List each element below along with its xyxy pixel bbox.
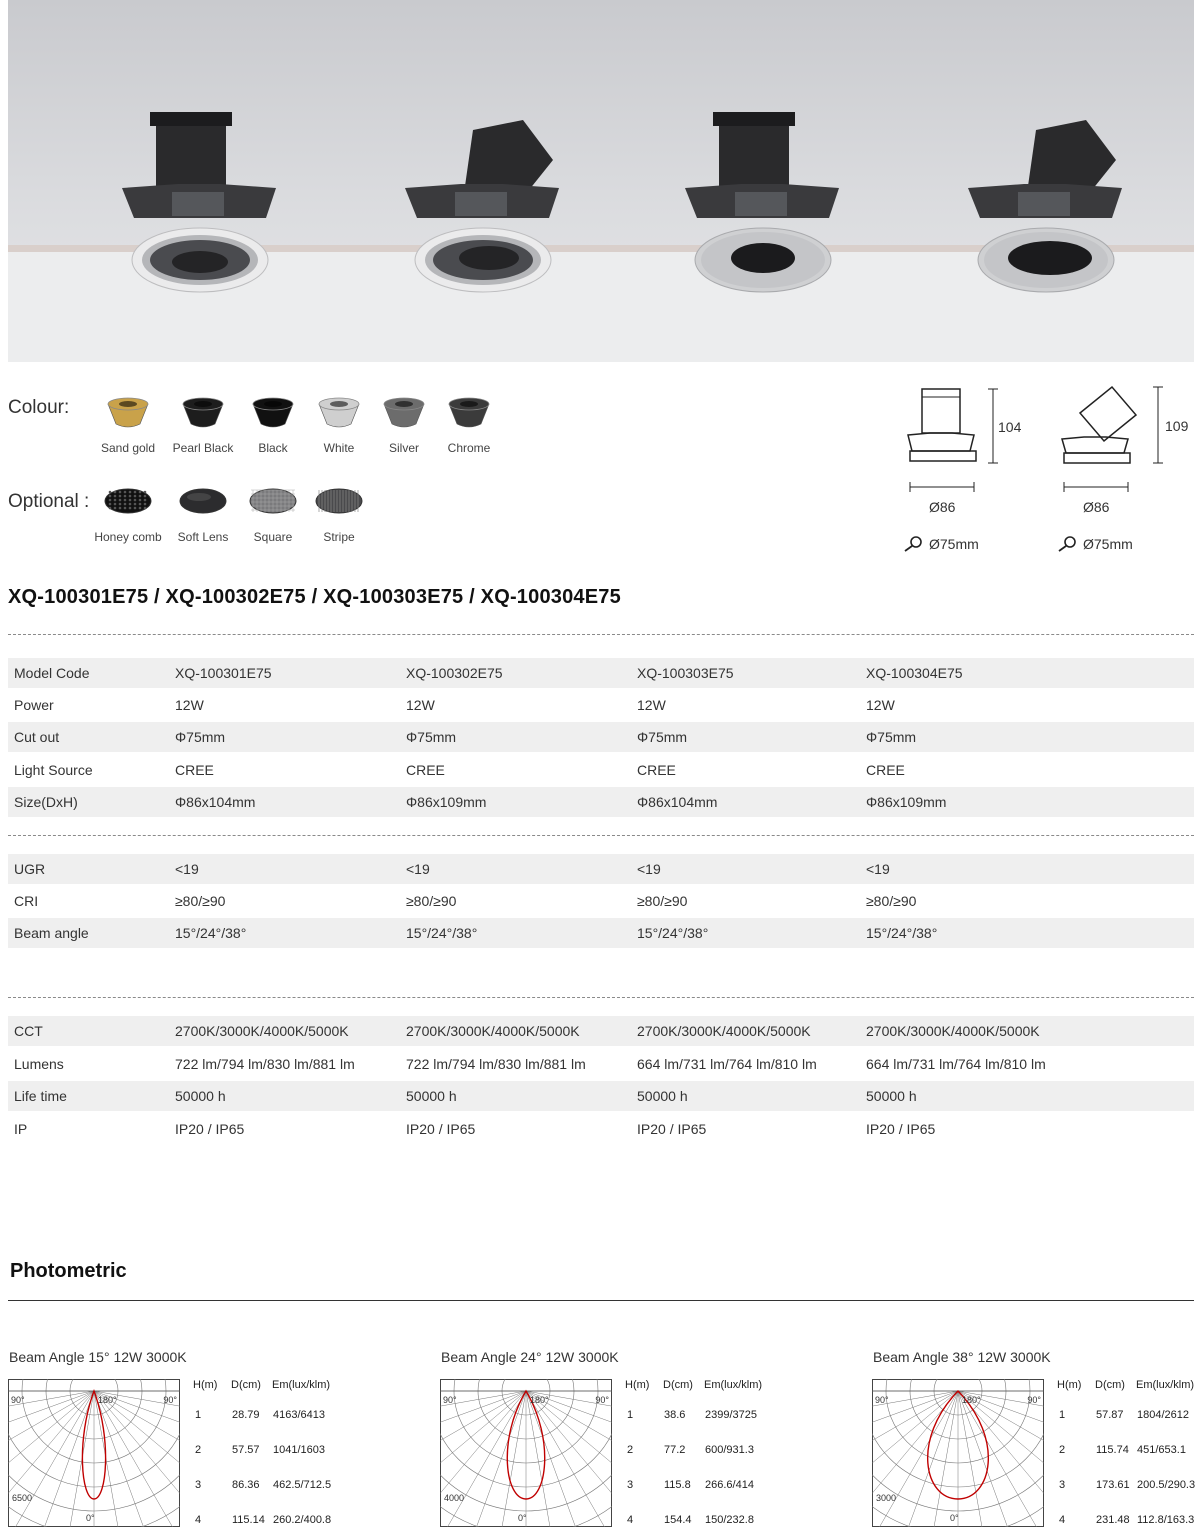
spec-row: [8, 886, 1194, 916]
spec-value: 2700K/3000K/4000K/5000K: [175, 1023, 349, 1039]
product-hero-image: [8, 0, 1194, 362]
dashed-divider: [8, 634, 1194, 635]
downlight-tilted-flat: [966, 100, 1126, 300]
spec-value: Φ86x104mm: [637, 794, 718, 810]
table-cell: 1: [195, 1409, 202, 1421]
table-cell: 3: [627, 1479, 634, 1491]
spec-value: ≥80/≥90: [637, 893, 688, 909]
table-cell: 4: [1059, 1514, 1066, 1526]
table-cell: 115.14: [232, 1514, 265, 1526]
spec-value: 664 lm/731 lm/764 lm/810 lm: [637, 1056, 817, 1072]
table-header: H(m): [625, 1379, 650, 1391]
intensity-scale-label: 4000: [444, 1493, 465, 1503]
spec-label: CRI: [14, 893, 39, 909]
table-cell: 4: [195, 1514, 202, 1526]
table-cell: 462.5/712.5: [273, 1479, 332, 1491]
diameter-value: Ø86: [1083, 499, 1110, 515]
table-cell: 115.8: [664, 1479, 691, 1491]
cutout-icon: [903, 536, 923, 552]
spec-row: [8, 1016, 1194, 1046]
spec-row: [8, 755, 1194, 785]
spec-value: Φ86x109mm: [406, 794, 487, 810]
spec-value: XQ-100302E75: [406, 665, 503, 681]
colour-name: Sand gold: [100, 441, 156, 455]
table-cell: 2399/3725: [705, 1409, 757, 1421]
spec-value: Φ75mm: [866, 729, 917, 745]
spec-value: 2700K/3000K/4000K/5000K: [406, 1023, 580, 1039]
spec-value: Φ75mm: [406, 729, 457, 745]
table-header: D(cm): [663, 1379, 693, 1391]
spec-value: 664 lm/731 lm/764 lm/810 lm: [866, 1056, 1046, 1072]
divider: [8, 1300, 1194, 1301]
colour-name: Pearl Black: [172, 441, 234, 455]
spec-value: <19: [866, 861, 890, 877]
angle-label: 90°: [1027, 1395, 1041, 1405]
spec-value: ≥80/≥90: [175, 893, 226, 909]
spec-value: 50000 h: [406, 1088, 457, 1104]
spec-label: Life time: [14, 1088, 67, 1104]
spec-row: [8, 658, 1194, 688]
spec-value: XQ-100303E75: [637, 665, 734, 681]
spec-row: [8, 918, 1194, 948]
spec-value: 50000 h: [637, 1088, 688, 1104]
lens-icon: [249, 486, 297, 516]
table-cell: 4163/6413: [273, 1409, 325, 1421]
spec-value: 15°/24°/38°: [175, 925, 247, 941]
spec-value: XQ-100301E75: [175, 665, 272, 681]
reflector-icon: [445, 392, 493, 432]
table-cell: 600/931.3: [705, 1444, 754, 1456]
spec-value: <19: [637, 861, 661, 877]
reflector-icon: [315, 392, 363, 432]
beam-title: Beam Angle 38° 12W 3000K: [873, 1349, 1051, 1365]
diameter-line: [1062, 481, 1130, 493]
accessory-name: Honey comb: [94, 530, 162, 544]
spec-value: IP20 / IP65: [406, 1121, 476, 1137]
polar-intensity-diagram: [440, 1379, 612, 1527]
angle-label: 90°: [875, 1395, 889, 1405]
table-cell: 38.6: [664, 1409, 686, 1421]
intensity-scale-label: 3000: [876, 1493, 897, 1503]
spec-value: 2700K/3000K/4000K/5000K: [866, 1023, 1040, 1039]
spec-value: IP20 / IP65: [637, 1121, 707, 1137]
polar-intensity-diagram: [872, 1379, 1044, 1527]
spec-row: [8, 1081, 1194, 1111]
table-cell: 2: [1059, 1444, 1066, 1456]
angle-label: 180°: [962, 1395, 981, 1405]
angle-label: 0°: [86, 1513, 95, 1523]
spec-value: 2700K/3000K/4000K/5000K: [637, 1023, 811, 1039]
downlight-straight-reflector: [120, 100, 280, 300]
spec-row: [8, 722, 1194, 752]
table-cell: 200.5/290.3: [1137, 1479, 1196, 1491]
table-cell: 3: [195, 1479, 202, 1491]
table-cell: 173.61: [1096, 1479, 1130, 1491]
table-cell: 231.48: [1096, 1514, 1130, 1526]
spec-label: Size(DxH): [14, 794, 78, 810]
spec-value: Φ86x109mm: [866, 794, 947, 810]
diameter-line: [908, 481, 976, 493]
spec-value: 50000 h: [866, 1088, 917, 1104]
spec-value: CREE: [175, 762, 214, 778]
spec-value: ≥80/≥90: [866, 893, 917, 909]
table-cell: 1041/1603: [273, 1444, 325, 1456]
reflector-icon: [249, 392, 297, 432]
table-header: H(m): [1057, 1379, 1082, 1391]
table-header: D(cm): [1095, 1379, 1125, 1391]
spec-value: Φ75mm: [637, 729, 688, 745]
table-cell: 2: [195, 1444, 202, 1456]
spec-value: CREE: [406, 762, 445, 778]
spec-label: Cut out: [14, 729, 60, 745]
spec-value: IP20 / IP65: [866, 1121, 936, 1137]
spec-value: IP20 / IP65: [175, 1121, 245, 1137]
downlight-tilted-reflector: [403, 100, 563, 300]
spec-row: [8, 1114, 1194, 1144]
spec-value: <19: [406, 861, 430, 877]
table-cell: 1804/2612: [1137, 1409, 1189, 1421]
spec-row: [8, 854, 1194, 884]
angle-label: 180°: [98, 1395, 117, 1405]
table-cell: 86.36: [232, 1479, 260, 1491]
beam-title: Beam Angle 15° 12W 3000K: [9, 1349, 187, 1365]
polar-intensity-diagram: [8, 1379, 180, 1527]
table-header: H(m): [193, 1379, 218, 1391]
reflector-icon: [380, 392, 428, 432]
spec-label: Lumens: [14, 1056, 64, 1072]
angle-label: 90°: [163, 1395, 177, 1405]
diameter-value: Ø86: [929, 499, 956, 515]
dashed-divider: [8, 997, 1194, 998]
table-cell: 1: [1059, 1409, 1066, 1421]
photometric-title: Photometric: [10, 1260, 127, 1282]
colour-name: White: [323, 441, 355, 455]
spec-value: 50000 h: [175, 1088, 226, 1104]
table-cell: 3: [1059, 1479, 1066, 1491]
colour-label: Colour:: [8, 397, 70, 418]
table-header: Em(lux/klm): [704, 1379, 763, 1391]
table-cell: 4: [627, 1514, 634, 1526]
table-cell: 266.6/414: [705, 1479, 754, 1491]
downlight-straight-flat: [683, 100, 843, 300]
angle-label: 90°: [595, 1395, 609, 1405]
beam-title: Beam Angle 24° 12W 3000K: [441, 1349, 619, 1365]
spec-label: IP: [14, 1121, 28, 1137]
dashed-divider: [8, 835, 1194, 836]
angle-label: 180°: [530, 1395, 549, 1405]
spec-value: 12W: [637, 697, 666, 713]
table-cell: 154.4: [664, 1514, 692, 1526]
lens-icon: [179, 486, 227, 516]
spec-value: 15°/24°/38°: [637, 925, 709, 941]
spec-row: [8, 1049, 1194, 1079]
lens-icon: [104, 486, 152, 516]
accessory-name: Soft Lens: [177, 530, 229, 544]
spec-value: 15°/24°/38°: [406, 925, 478, 941]
lens-icon: [315, 486, 363, 516]
table-cell: 112.8/163.3: [1137, 1514, 1195, 1526]
colour-name: Black: [258, 441, 288, 455]
table-header: Em(lux/klm): [272, 1379, 331, 1391]
spec-value: 15°/24°/38°: [866, 925, 938, 941]
angle-label: 0°: [950, 1513, 959, 1523]
cutout-icon: [1057, 536, 1077, 552]
spec-value: 12W: [406, 697, 435, 713]
accessory-name: Square: [253, 530, 293, 544]
spec-value: CREE: [637, 762, 676, 778]
height-value: 104: [998, 419, 1022, 435]
spec-value: Φ86x104mm: [175, 794, 256, 810]
table-header: D(cm): [231, 1379, 261, 1391]
cutout-value: Ø75mm: [929, 536, 979, 552]
spec-label: CCT: [14, 1023, 43, 1039]
table-cell: 77.2: [664, 1444, 686, 1456]
spec-row: [8, 690, 1194, 720]
spec-value: ≥80/≥90: [406, 893, 457, 909]
angle-label: 90°: [11, 1395, 25, 1405]
table-cell: 115.74: [1096, 1444, 1129, 1456]
cutout-value: Ø75mm: [1083, 536, 1133, 552]
table-cell: 451/653.1: [1137, 1444, 1186, 1456]
accessory-name: Stripe: [323, 530, 355, 544]
table-cell: 28.79: [232, 1409, 260, 1421]
spec-label: Beam angle: [14, 925, 89, 941]
colour-name: Chrome: [447, 441, 491, 455]
reflector-icon: [179, 392, 227, 432]
series-title: XQ-100301E75 / XQ-100302E75 / XQ-100303E75 / XQ-100304E75: [8, 586, 621, 608]
angle-label: 0°: [518, 1513, 527, 1523]
optional-label: Optional :: [8, 491, 90, 512]
spec-label: UGR: [14, 861, 46, 877]
table-cell: 1: [627, 1409, 634, 1421]
angle-label: 90°: [443, 1395, 457, 1405]
reflector-icon: [104, 392, 152, 432]
height-value: 109: [1165, 418, 1189, 434]
table-cell: 57.57: [232, 1444, 260, 1456]
spec-value: <19: [175, 861, 199, 877]
spec-label: Power: [14, 697, 54, 713]
spec-label: Model Code: [14, 665, 90, 681]
table-cell: 150/232.8: [705, 1514, 754, 1526]
spec-value: 12W: [175, 697, 204, 713]
spec-value: 12W: [866, 697, 895, 713]
colour-name: Silver: [388, 441, 419, 455]
table-cell: 260.2/400.8: [273, 1514, 332, 1526]
intensity-scale-label: 6500: [12, 1493, 33, 1503]
spec-value: CREE: [866, 762, 905, 778]
spec-value: XQ-100304E75: [866, 665, 963, 681]
table-cell: 2: [627, 1444, 634, 1456]
spec-value: 722 lm/794 lm/830 lm/881 lm: [175, 1056, 355, 1072]
spec-label: Light Source: [14, 762, 93, 778]
table-cell: 57.87: [1096, 1409, 1124, 1421]
spec-row: [8, 787, 1194, 817]
spec-value: Φ75mm: [175, 729, 226, 745]
spec-value: 722 lm/794 lm/830 lm/881 lm: [406, 1056, 586, 1072]
table-header: Em(lux/klm): [1136, 1379, 1195, 1391]
